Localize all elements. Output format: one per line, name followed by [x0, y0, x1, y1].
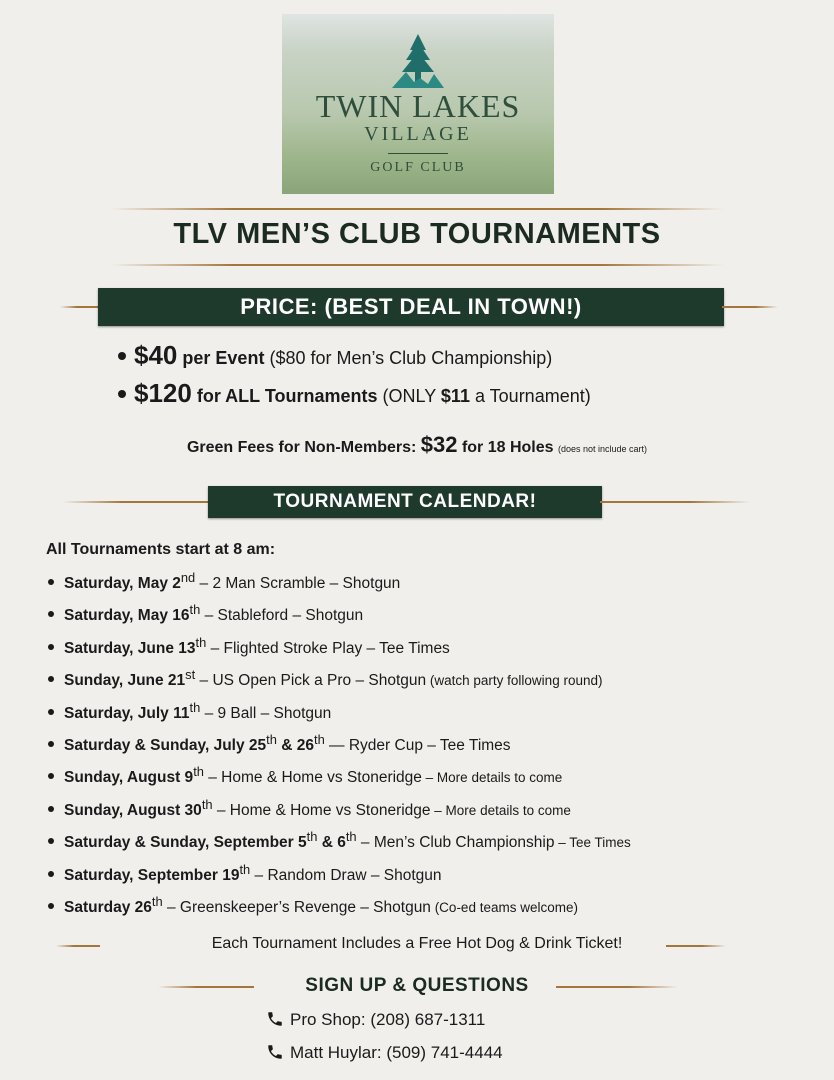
bullet-icon: [48, 579, 54, 585]
calendar-banner-line-left: [62, 501, 212, 503]
list-item: Saturday, May 16th – Stableford – Shotgun: [48, 602, 631, 634]
list-item: Saturday & Sunday, September 5th & 6th – Men’s Club Championship – Tee Times: [48, 829, 631, 861]
phone-icon: [266, 1010, 284, 1028]
title-rule-top: [110, 208, 724, 210]
bullet-icon: [118, 390, 126, 398]
free-line-rule-right: [666, 945, 726, 947]
bullet-icon: [48, 903, 54, 909]
title-rule-bottom: [110, 264, 724, 266]
signup-heading: SIGN UP & QUESTIONS: [305, 975, 529, 996]
bullet-icon: [48, 773, 54, 779]
bullet-icon: [48, 676, 54, 682]
list-item: Sunday, August 9th – Home & Home vs Stoneridge – More details to come: [48, 764, 631, 796]
bullet-icon: [48, 709, 54, 715]
signup-rule-right: [556, 986, 678, 988]
bullet-icon: [48, 806, 54, 812]
bullet-icon: [118, 352, 126, 360]
price-banner: PRICE: (BEST DEAL IN TOWN!): [98, 288, 724, 326]
list-item: Saturday, September 19th – Random Draw – Shotgun: [48, 862, 631, 894]
list-item: Saturday, July 11th – 9 Ball – Shotgun: [48, 700, 631, 732]
contact-matt-huylar: Matt Huylar: (509) 741-4444: [266, 1043, 503, 1063]
calendar-banner: TOURNAMENT CALENDAR!: [208, 486, 602, 518]
bullet-icon: [48, 871, 54, 877]
logo-rule: [388, 153, 448, 154]
list-item: Sunday, June 21st – US Open Pick a Pro – Shotgun (watch party following round): [48, 667, 631, 699]
bullet-icon: [48, 611, 54, 617]
list-item: Saturday, May 2nd – 2 Man Scramble – Shotgun: [48, 570, 631, 602]
calendar-banner-line-right: [600, 501, 750, 503]
list-item: Saturday, June 13th – Flighted Stroke Play – Tee Times: [48, 635, 631, 667]
bullet-icon: [48, 644, 54, 650]
page-title: TLV MEN’S CLUB TOURNAMENTS: [173, 218, 661, 250]
price-line-all-tournaments: $120 for ALL Tournaments (ONLY $11 a Tournament): [118, 378, 591, 409]
green-fees-line: Green Fees for Non-Members: $32 for 18 Holes (does not include cart): [186, 432, 648, 457]
bullet-icon: [48, 838, 54, 844]
free-hotdog-note: Each Tournament Includes a Free Hot Dog & Drink Ticket!: [211, 935, 623, 952]
club-logo: [282, 14, 554, 194]
phone-icon: [266, 1043, 284, 1061]
tournament-list: [48, 570, 631, 926]
start-time-note: All Tournaments start at 8 am:: [46, 541, 276, 558]
list-item: Saturday & Sunday, July 25th & 26th — Ryder Cup – Tee Times: [48, 732, 631, 764]
contact-pro-shop: Pro Shop: (208) 687-1311: [266, 1010, 485, 1030]
logo-line-2: VILLAGE: [364, 123, 472, 145]
price-banner-line-left: [60, 306, 102, 308]
logo-line-1: TWIN LAKES: [315, 88, 521, 124]
pine-tree-icon: [390, 32, 446, 94]
price-line-per-event: $40 per Event ($80 for Men’s Club Championship): [118, 340, 552, 371]
list-item: Sunday, August 30th – Home & Home vs Stoneridge – More details to come: [48, 797, 631, 829]
bullet-icon: [48, 741, 54, 747]
logo-line-3: GOLF CLUB: [370, 160, 466, 175]
price-banner-line-right: [722, 306, 778, 308]
list-item: Saturday 26th – Greenskeeper’s Revenge – Shotgun (Co-ed teams welcome): [48, 894, 631, 926]
